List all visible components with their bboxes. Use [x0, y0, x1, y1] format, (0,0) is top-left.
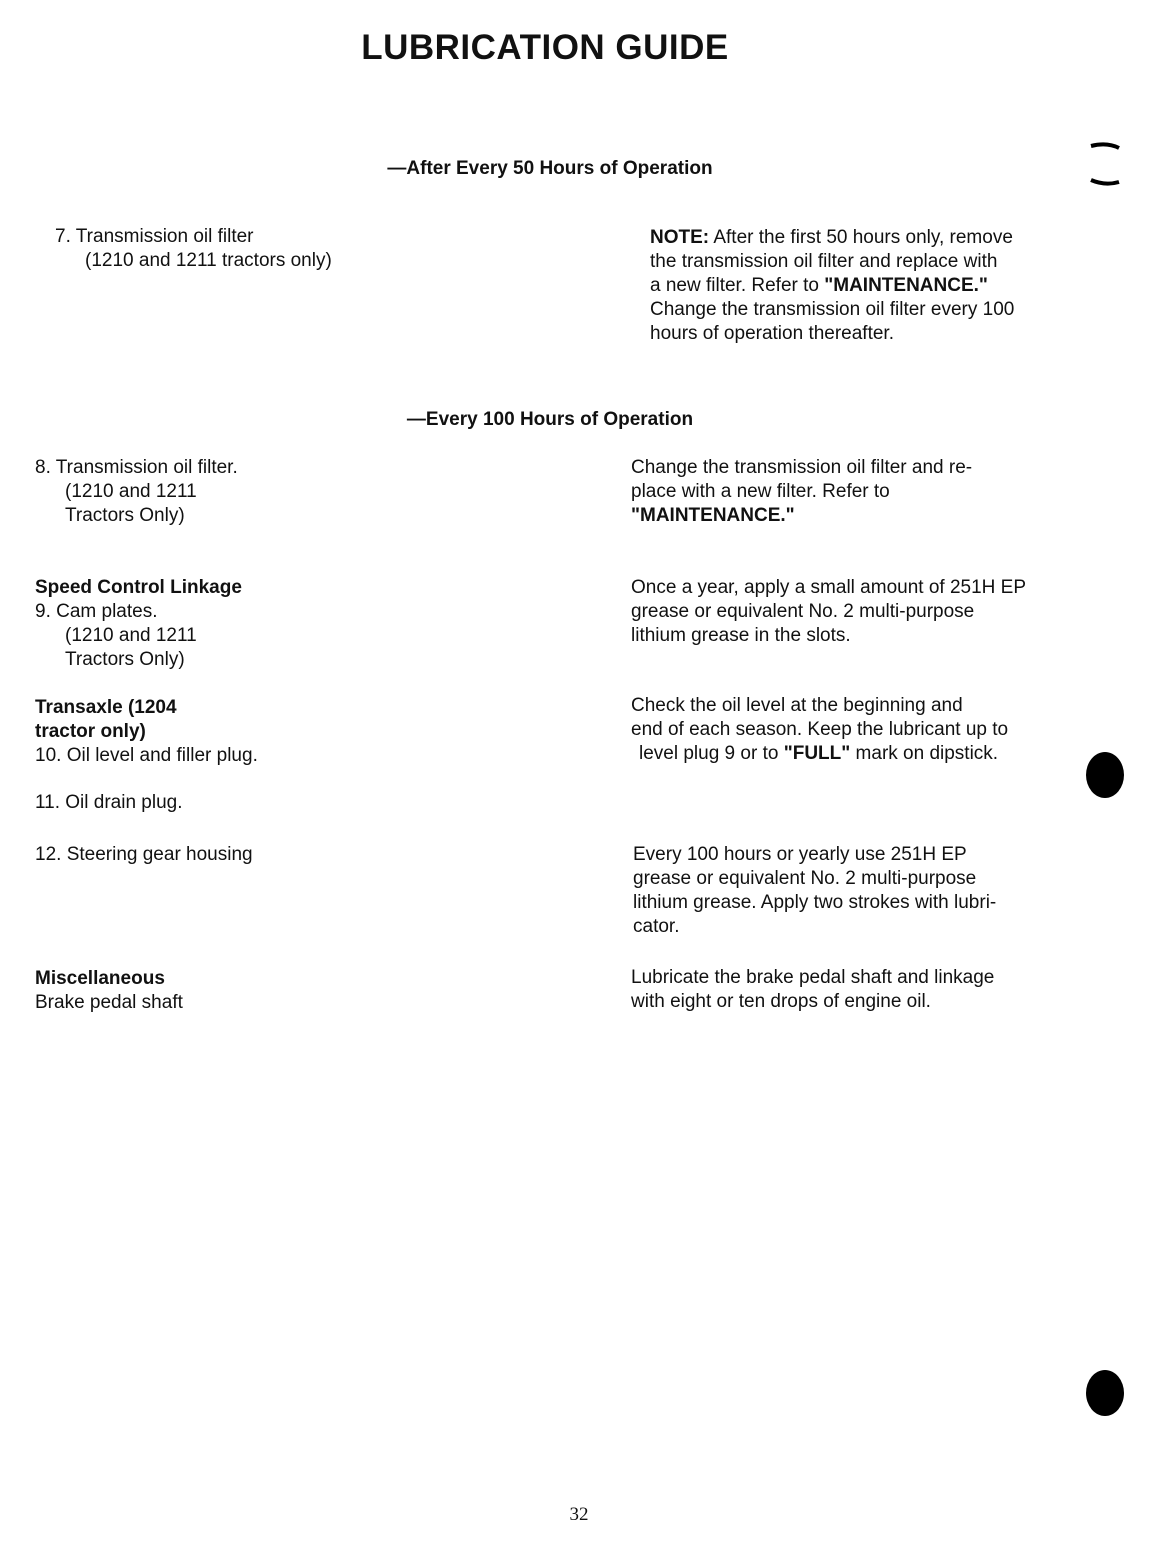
transaxle-desc-3: level plug 9 or to — [639, 743, 784, 764]
item-12-title: 12. Steering gear housing — [35, 844, 253, 865]
misc-desc-2: with eight or ten drops of engine oil. — [631, 991, 931, 1012]
note-label: NOTE: — [650, 227, 710, 248]
misc-item: Brake pedal shaft — [35, 992, 183, 1013]
miscellaneous — [35, 967, 183, 1015]
transaxle-heading-2: tractor only) — [35, 721, 146, 742]
item-11-title: 11. Oil drain plug. — [35, 792, 183, 813]
item-12-desc-1: Every 100 hours or yearly use 251H EP — [633, 844, 967, 865]
item-8-sub-2: Tractors Only) — [65, 505, 185, 526]
item-12-desc-4: cator. — [633, 916, 680, 937]
item-11 — [35, 791, 183, 815]
full-mark-label: "FULL" — [783, 743, 851, 764]
speed-control-desc-3: lithium grease in the slots. — [631, 625, 851, 646]
item-8-desc-2: place with a new filter. Refer to — [631, 481, 890, 502]
item-7 — [55, 225, 332, 273]
section-heading-50-hours: —After Every 50 Hours of Operation — [387, 158, 713, 179]
note-line-5: hours of operation thereafter. — [650, 323, 894, 344]
item-8-title: 8. Transmission oil filter. — [35, 457, 238, 478]
page-title: LUBRICATION GUIDE — [361, 28, 729, 67]
speed-control-description — [631, 576, 1026, 648]
speed-control-desc-2: grease or equivalent No. 2 multi-purpose — [631, 601, 975, 622]
binding-hole-mark — [1086, 1370, 1124, 1416]
item-8 — [35, 456, 238, 528]
item-8-desc-3: "MAINTENANCE." — [631, 505, 795, 526]
item-12-description — [633, 843, 996, 939]
transaxle-desc-2: end of each season. Keep the lubricant up to — [631, 719, 1009, 740]
misc-description — [631, 966, 994, 1014]
note-line-4: Change the transmission oil filter every 100 — [650, 299, 1015, 320]
binding-hole-mark — [1086, 752, 1124, 798]
misc-heading: Miscellaneous — [35, 968, 165, 989]
page-number: 32 — [569, 1504, 589, 1525]
note-line-3: a new filter. Refer to — [650, 275, 825, 296]
item-12 — [35, 843, 253, 867]
transaxle-desc-3-end: mark on dipstick. — [850, 743, 999, 764]
transaxle-desc-1: Check the oil level at the beginning and — [631, 695, 963, 716]
item-12-desc-3: lithium grease. Apply two strokes with lubri- — [633, 892, 997, 913]
misc-desc-1: Lubricate the brake pedal shaft and linkage — [631, 967, 995, 988]
item-8-sub-1: (1210 and 1211 — [65, 481, 197, 502]
tab-edge-mark — [1085, 140, 1125, 190]
item-10-title: 10. Oil level and filler plug. — [35, 745, 258, 766]
note-maintenance-ref: "MAINTENANCE." — [824, 275, 988, 296]
transaxle-heading-1: Transaxle (1204 — [35, 697, 177, 718]
item-7-subtitle: (1210 and 1211 tractors only) — [85, 250, 332, 271]
section-heading-100-hours: —Every 100 Hours of Operation — [406, 409, 694, 430]
speed-control-heading: Speed Control Linkage — [35, 577, 242, 598]
note-line-2: the transmission oil filter and replace with — [650, 251, 998, 272]
transaxle-description — [631, 694, 1008, 766]
item-9-title: 9. Cam plates. — [35, 601, 158, 622]
item-7-title: 7. Transmission oil filter — [55, 226, 254, 247]
item-9-sub-1: (1210 and 1211 — [65, 625, 197, 646]
note-block — [650, 226, 1014, 346]
note-line-1: After the first 50 hours only, remove — [709, 227, 1013, 248]
speed-control-linkage — [35, 576, 242, 672]
transaxle — [35, 696, 258, 768]
item-12-desc-2: grease or equivalent No. 2 multi-purpose — [633, 868, 977, 889]
speed-control-desc-1: Once a year, apply a small amount of 251H EP — [631, 577, 1026, 598]
item-8-desc-1: Change the transmission oil filter and re- — [631, 457, 973, 478]
item-8-description — [631, 456, 972, 528]
item-9-sub-2: Tractors Only) — [65, 649, 185, 670]
